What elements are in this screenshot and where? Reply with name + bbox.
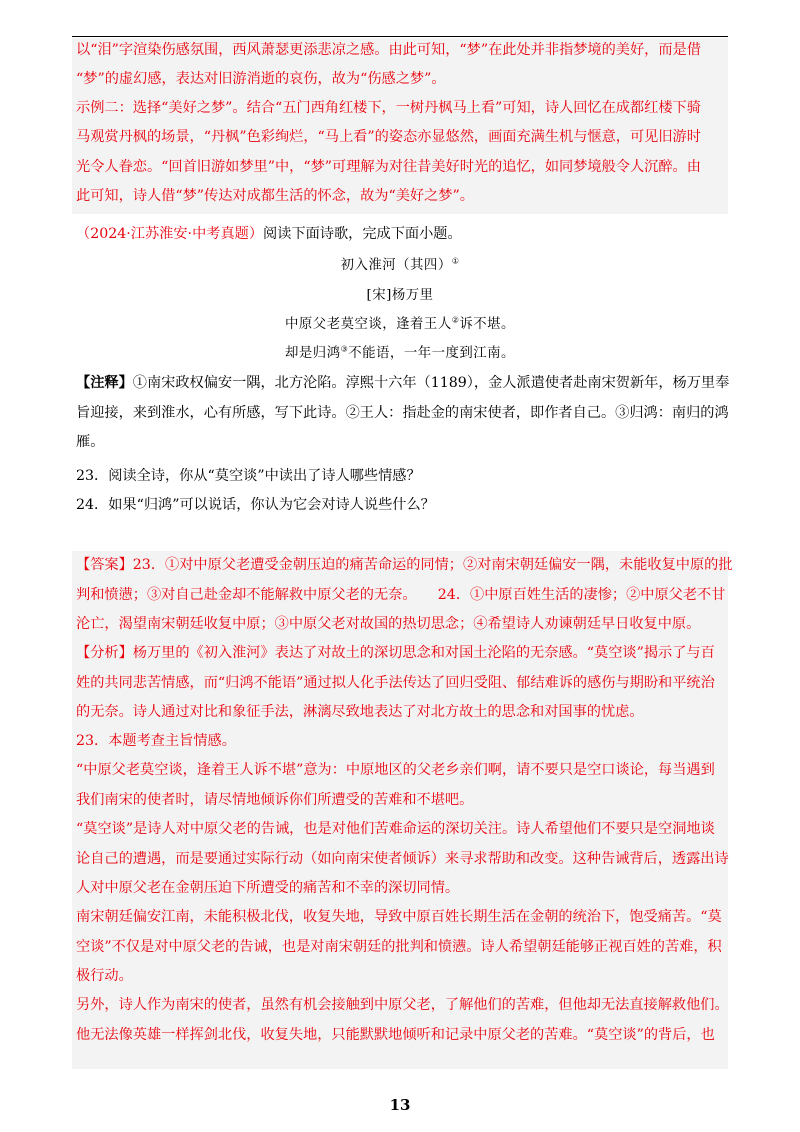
header-rule xyxy=(72,36,728,37)
answer-body-line: 极行动。 xyxy=(76,968,133,984)
question-23: 23．阅读全诗，你从“莫空谈”中读出了诗人哪些情感？ xyxy=(76,468,421,484)
answer-body-line: 空谈”不仅是对中原父老的告诫，也是对南宋朝廷的批判和愤懑。诗人希望朝廷能够正视百姓的苦难，积 xyxy=(76,939,722,955)
poem-line-2-a: 却是归鸿 xyxy=(285,346,341,361)
answer-body-line: 我们南宋的使者时，请尽情地倾诉你们所遭受的苦难和不堪吧。 xyxy=(76,792,474,808)
answer-line-3: 沦亡，渴望南宋朝廷收复中原；③中原父老对故国的热切思念；④希望诗人劝谏朝廷早日收复中原。 xyxy=(76,616,701,632)
poem-line-2-note: ③ xyxy=(340,344,349,354)
note-text-1: ①南宋政权偏安一隅，北方沦陷。淳熙十六年（1189），金人派遣使者赴南宋贺新年，杨万里奉 xyxy=(132,375,730,391)
poem-title-note: ① xyxy=(451,256,460,266)
answer-body-line: 另外，诗人作为南宋的使者，虽然有机会接触到中原父老，了解他们的苦难，但他却无法直接解救他们。 xyxy=(76,997,729,1013)
poem-line-1 xyxy=(72,315,728,335)
poem-line-1-a: 中原父老莫空谈，逢着王人 xyxy=(285,317,452,332)
analysis-line-3: 的无奈。诗人通过对比和象征手法，淋漓尽致地表达了对北方故土的思念和对国事的忧虑。 xyxy=(76,704,644,720)
answer-line-2: 判和愤懑；③对自己赴金却不能解救中原父老的无奈。 24．①中原百姓生活的凄惨；②中原父老不甘 xyxy=(76,587,726,603)
poem-author: [宋]杨万里 xyxy=(366,288,434,303)
answer-label: 【答案】 xyxy=(76,557,133,573)
poem-line-1-note: ② xyxy=(451,315,460,325)
question-instruction: 阅读下面诗歌，完成下面小题。 xyxy=(263,226,462,242)
answer-body-line: “中原父老莫空谈，逢着王人诉不堪”意为：中原地区的父老乡亲们啊，请不要只是空口谈论，每当遇到 xyxy=(76,762,715,778)
question-source: （2024·江苏淮安·中考真题） xyxy=(76,226,264,242)
answer-body-line: 论自己的遭遇，而是要通过实际行动（如向南宋使者倾诉）来寻求帮助和改变。这种告诫背后，透露出诗 xyxy=(76,851,729,867)
note-line-3: 雁。 xyxy=(76,434,105,450)
analysis-line-2: 姓的共同悲苦情感，而“归鸿不能语”通过拟人化手法传达了回归受阻、郁结难诉的感伤与期盼和平统治 xyxy=(76,675,715,691)
prev-answer-line: “梦”的虚幻感，表达对旧游消逝的哀伤，故为“伤感之梦”。 xyxy=(76,71,446,87)
answer-text-1: 23．①对中原父老遭受金朝压迫的痛苦命运的同情；②对南宋朝廷偏安一隅，未能收复中原的批 xyxy=(132,557,733,573)
poem-line-1-b: 诉不堪。 xyxy=(459,317,515,332)
prev-answer-line: 光令人眷恋。“回首旧游如梦里”中，“梦”可理解为对往昔美好时光的追忆，如同梦境般令人沉醉。由 xyxy=(76,159,701,175)
answer-body-line: 他无法像英雄一样挥剑北伐，收复失地，只能默默地倾听和记录中原父老的苦难。“莫空谈”的背后，也 xyxy=(76,1027,715,1043)
analysis-line-1 xyxy=(76,643,728,663)
prev-answer-line: 示例二：选择“美好之梦”。结合“五门西角红楼下，一树丹枫马上看”可知，诗人回忆在成都红楼下骑 xyxy=(76,100,701,116)
question-24: 24．如果“归鸿”可以说话，你认为它会对诗人说些什么？ xyxy=(76,497,435,513)
poem-line-2 xyxy=(72,344,728,364)
poem-line-2-b: 不能语，一年一度到江南。 xyxy=(348,346,515,361)
poem-title-text: 初入淮河（其四） xyxy=(340,258,452,273)
note-line-2: 旨迎接，来到淮水，心有所感，写下此诗。②王人：指赴金的南宋使者，即作者自己。③归鸿：南归的鸿 xyxy=(76,405,729,421)
analysis-label: 【分析】 xyxy=(76,645,133,661)
prev-answer-line: 此可知，诗人借“梦”传达对成都生活的怀念，故为“美好之梦”。 xyxy=(76,188,474,204)
note-line-1 xyxy=(76,373,728,393)
answer-line-1 xyxy=(76,555,733,575)
analysis-text-1: 杨万里的《初入淮河》表达了对故土的深切思念和对国土沦陷的无奈感。“莫空谈”揭示了与百 xyxy=(132,645,715,661)
prev-answer-line: 以“泪”字渲染伤感氛围，西风萧瑟更添悲凉之感。由此可知，“梦”在此处并非指梦境的美好，而是借 xyxy=(76,42,701,58)
answer-body-line: “莫空谈”是诗人对中原父老的告诫，也是对他们苦难命运的深切关注。诗人希望他们不要只是空洞地谈 xyxy=(76,821,715,837)
answer-point: 23．本题考查主旨情感。 xyxy=(76,733,236,749)
answer-body-line: 人对中原父老在金朝压迫下所遭受的痛苦和不幸的深切同情。 xyxy=(76,880,460,896)
answer-body-line: 南宋朝廷偏安江南，未能积极北伐，收复失地，导致中原百姓长期生活在金朝的统治下，饱受痛苦。“莫 xyxy=(76,909,722,925)
prev-answer-line: 马观赏丹枫的场景，“丹枫”色彩绚烂，“马上看”的姿态亦显悠然，画面充满生机与惬意，可见旧游时 xyxy=(76,129,701,145)
poem-title xyxy=(72,256,728,276)
page-number: 13 xyxy=(389,1096,411,1114)
question-intro xyxy=(76,224,728,244)
note-label: 【注释】 xyxy=(76,375,133,391)
